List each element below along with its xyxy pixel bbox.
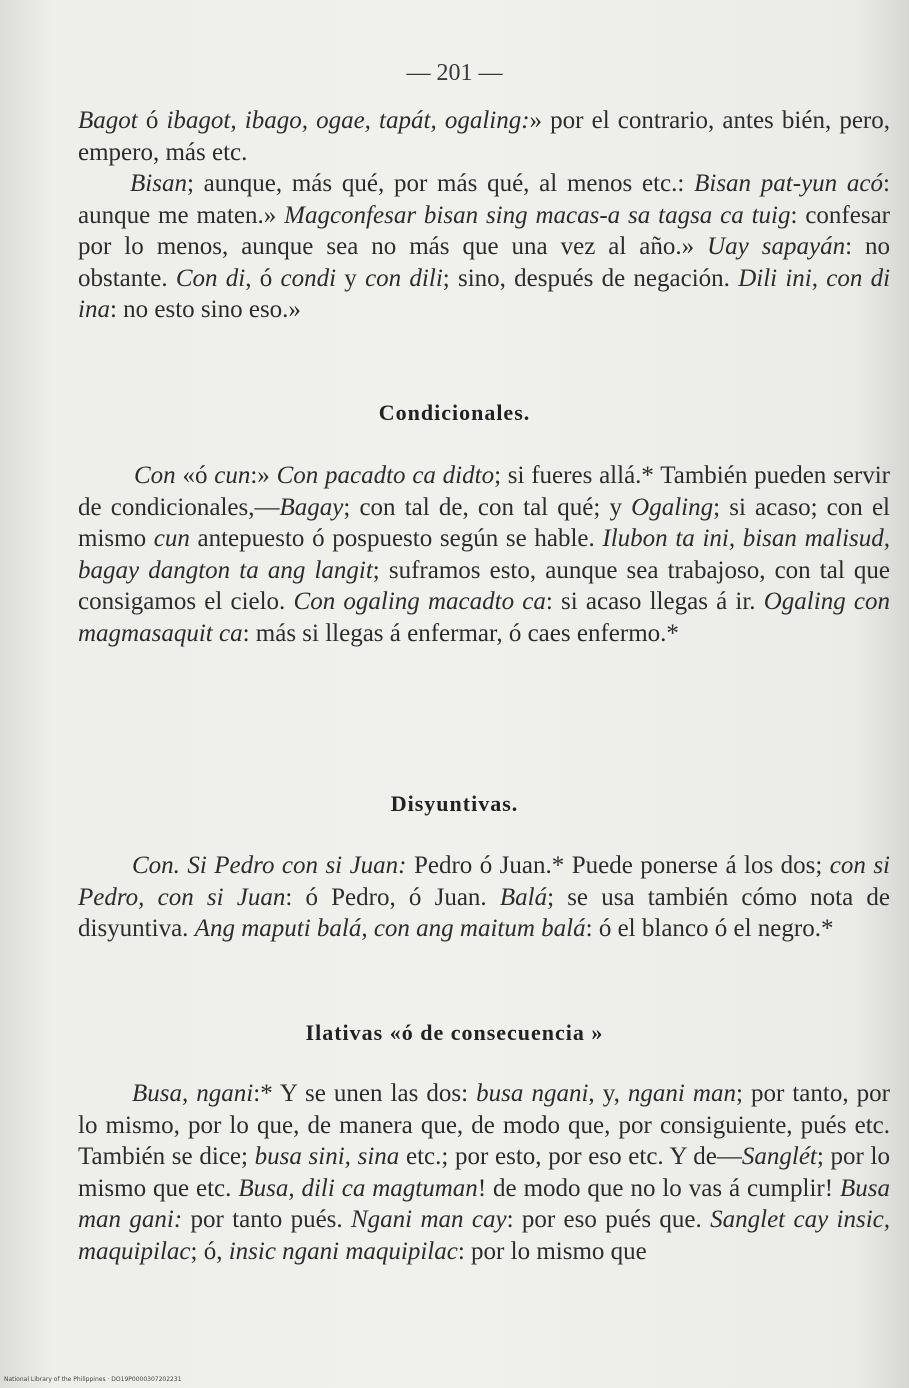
ilativas-heading: Ilativas «ó de consecuencia » [305,1020,604,1045]
page-number: — 201 — [406,60,503,86]
ilativas-paragraph: Busa, ngani:* Y se unen las dos: busa ngani, y, ngani man; por tanto, por lo mismo, por lo que, de manera que, de modo que, por consiguiente, pués etc. También se dice; busa sini, sina etc.; por esto, por eso etc. Y de—Sanglét; por lo mismo que etc. Busa, dili ca magtuman! de modo que no lo vas á cumplir! Busa man gani: por tanto pués. Ngani man cay: por eso pués que. Sanglet cay insic, maquipilac; ó, insic ngani maquipilac: por lo mismo que [78,1080,890,1265]
disyuntivas-heading: Disyuntivas. [390,791,519,816]
disyuntivas-paragraph: Con. Si Pedro con si Juan: Pedro ó Juan.* Puede ponerse á los dos; con si Pedro, con si Juan: ó Pedro, ó Juan. Balá; se usa también cómo nota de disyuntiva. Ang maputi balá, con ang maitum balá: ó el blanco ó el negro.* [78,852,890,943]
condicionales-heading: Condicionales. [378,400,531,425]
adversativas-paragraph-1: Bagot ó ibagot, ibago, ogae, tapát, ogaling:» por el contrario, antes bién, pero, empero, más etc. [78,107,891,166]
adversativas-paragraph-2: Bisan; aunque, más qué, por más qué, al menos etc.: Bisan pat-yun acó: aunque me maten.» Magconfesar bisan sing macas-a sa tagsa ca tuig: confesar por lo menos, aunque sea no más que una vez al año.» Uay sapayán: no obstante. Con di, ó condi y con dili; sino, después de negación. Dili ini, con di ina: no esto sino eso.» [78,170,891,324]
condicionales-paragraph: Con «ó cun:» Con pacadto ca didto; si fueres allá.* También pueden servir de condicionales,—Bagay; con tal de, con tal qué; y Ogaling; si acaso; con el mismo cun antepuesto ó pospuesto según se hable. Ilubon ta ini, bisan malisud, bagay dangton ta ang langit; suframos esto, aunque sea trabajoso, con tal que consigamos el cielo. Con ogaling macadto ca: si acaso llegas á ir. Ogaling con magmasaquit ca: más si llegas á enfermar, ó caes enfermo.* [78,462,890,647]
footer-credit: National Library of the Philippines · DO19P0000307202231 [4,1376,182,1383]
